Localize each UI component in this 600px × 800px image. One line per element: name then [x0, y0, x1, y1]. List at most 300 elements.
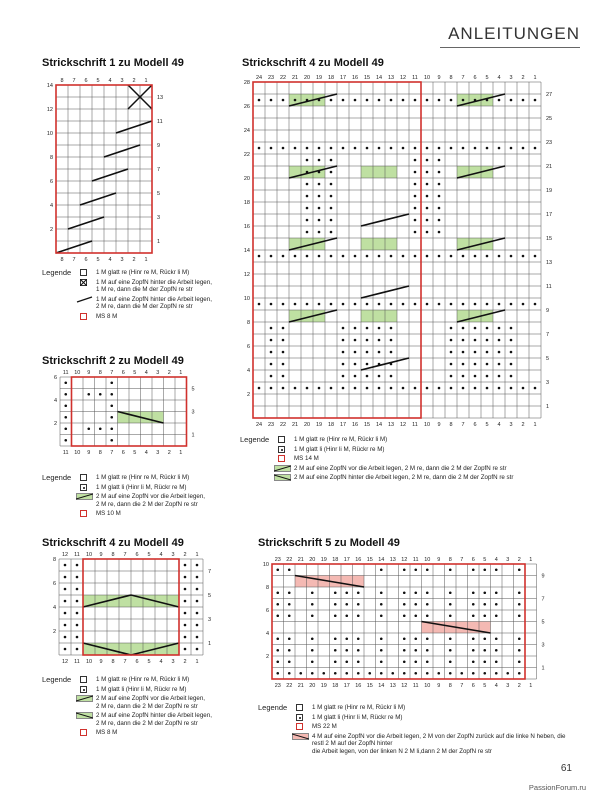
- purl-dot: [510, 255, 513, 258]
- purl-symbol: [274, 446, 291, 453]
- purl-dot: [510, 327, 513, 330]
- legend-head: Legende: [42, 473, 72, 482]
- purl-dot: [510, 351, 513, 354]
- purl-dot: [76, 576, 79, 579]
- purl-dot: [366, 327, 369, 330]
- column-number: 9: [437, 683, 441, 689]
- knit-symbol: [76, 676, 93, 683]
- legend-head: Legende: [240, 435, 270, 444]
- purl-dot: [345, 672, 348, 675]
- purl-dot: [345, 603, 348, 606]
- row-number-left: 16: [243, 224, 250, 230]
- purl-dot: [380, 672, 383, 675]
- column-number: 19: [315, 422, 323, 428]
- column-number: 3: [171, 659, 175, 665]
- knit-symbol: [292, 704, 309, 711]
- column-number: 2: [521, 75, 525, 81]
- column-number: 18: [327, 75, 335, 81]
- purl-dot: [403, 660, 406, 663]
- column-number: 9: [437, 75, 441, 81]
- legend-text: MS 8 M: [96, 729, 118, 736]
- purl-dot: [390, 303, 393, 306]
- purl-dot: [64, 416, 67, 419]
- legend-row: [258, 714, 568, 722]
- legend-row: [42, 269, 242, 277]
- purl-dot: [76, 636, 79, 639]
- column-number: 20: [309, 683, 316, 689]
- column-number: 6: [121, 370, 125, 376]
- row-number-left: 6: [52, 581, 56, 587]
- header-rule: [440, 47, 580, 48]
- column-number: 9: [437, 422, 441, 428]
- purl-dot: [414, 171, 417, 174]
- purl-dot: [402, 303, 405, 306]
- purl-dot: [64, 564, 67, 567]
- purl-dot: [270, 303, 273, 306]
- purl-dot: [354, 255, 357, 258]
- column-number: 16: [355, 683, 362, 689]
- purl-dot: [110, 393, 113, 396]
- legend-text: MS 22 M: [312, 723, 337, 730]
- column-number: 6: [84, 257, 88, 262]
- purl-dot: [354, 363, 357, 366]
- purl-dot: [366, 351, 369, 354]
- legend-row: [42, 484, 242, 492]
- purl-dot: [330, 171, 333, 174]
- row-number-right: 1: [546, 404, 550, 410]
- cable-back-symbol: [76, 712, 93, 719]
- row-number-right: 5: [157, 191, 161, 197]
- purl-dot: [438, 231, 441, 234]
- purl-dot: [76, 564, 79, 567]
- purl-dot: [311, 637, 314, 640]
- legend-row: [42, 279, 242, 294]
- purl-dot: [462, 147, 465, 150]
- purl-dot: [402, 255, 405, 258]
- row-number-left: 8: [52, 557, 56, 563]
- purl-dot: [282, 363, 285, 366]
- column-number: 2: [517, 557, 521, 563]
- purl-dot: [462, 303, 465, 306]
- row-number-right: 7: [157, 167, 161, 173]
- column-number: 11: [412, 422, 418, 428]
- row-number-right: 3: [546, 380, 550, 386]
- purl-dot: [518, 649, 521, 652]
- purl-dot: [450, 363, 453, 366]
- knit-symbol: [274, 436, 291, 443]
- purl-dot: [390, 375, 393, 378]
- purl-dot: [414, 568, 417, 571]
- purl-dot: [462, 387, 465, 390]
- purl-dot: [294, 147, 297, 150]
- purl-dot: [495, 637, 498, 640]
- column-number: 2: [183, 659, 187, 665]
- purl-dot: [294, 99, 297, 102]
- column-number: 1: [179, 450, 183, 456]
- column-number: 12: [399, 75, 407, 81]
- purl-dot: [306, 255, 309, 258]
- repeat-symbol: [292, 723, 309, 730]
- row-number-right: 3: [541, 642, 545, 649]
- legend-text: MS 10 M: [96, 510, 121, 517]
- purl-symbol: [76, 484, 93, 491]
- purl-dot: [76, 648, 79, 651]
- purl-dot: [282, 327, 285, 330]
- purl-dot: [483, 568, 486, 571]
- purl-dot: [426, 195, 429, 198]
- legend-text: 1 M auf eine ZopfN hinter die Arbeit legen, 2 M re, dann die M der ZopfN re str: [96, 295, 212, 310]
- purl-dot: [258, 255, 261, 258]
- purl-dot: [282, 303, 285, 306]
- purl-dot: [449, 660, 452, 663]
- row-number-right: 7: [541, 596, 545, 603]
- purl-dot: [64, 576, 67, 579]
- purl-dot: [426, 614, 429, 617]
- column-number: 2: [167, 450, 171, 456]
- purl-dot: [426, 568, 429, 571]
- purl-dot: [288, 568, 291, 571]
- purl-dot: [334, 614, 337, 617]
- repeat-symbol: [76, 510, 93, 517]
- purl-dot: [184, 648, 187, 651]
- column-number: 8: [111, 552, 115, 558]
- purl-dot: [414, 303, 417, 306]
- purl-dot: [510, 147, 513, 150]
- row-number-right: 19: [546, 188, 553, 194]
- chart-4-title: Strickschrift 4 zu Modell 49: [42, 537, 184, 549]
- row-number-left: 6: [265, 608, 269, 614]
- row-number-left: 10: [243, 296, 250, 302]
- legend-row: [42, 313, 242, 321]
- page-number: 61: [560, 763, 572, 774]
- purl-dot: [462, 375, 465, 378]
- purl-dot: [270, 387, 273, 390]
- column-number: 8: [60, 257, 64, 262]
- row-number-right: 1: [191, 432, 195, 439]
- column-number: 21: [297, 683, 304, 689]
- purl-dot: [184, 612, 187, 615]
- purl-dot: [414, 147, 417, 150]
- column-number: 10: [424, 557, 431, 563]
- legend-text: MS 8 M: [96, 312, 118, 320]
- column-number: 10: [424, 683, 431, 689]
- purl-dot: [380, 637, 383, 640]
- purl-dot: [380, 568, 383, 571]
- purl-dot: [342, 363, 345, 366]
- column-number: 6: [135, 659, 139, 665]
- column-number: 9: [87, 450, 91, 456]
- column-number: 4: [494, 557, 498, 563]
- purl-dot: [334, 591, 337, 594]
- purl-dot: [449, 637, 452, 640]
- purl-dot: [498, 339, 501, 342]
- purl-dot: [403, 637, 406, 640]
- column-number: 21: [291, 422, 299, 428]
- purl-dot: [483, 591, 486, 594]
- purl-dot: [402, 99, 405, 102]
- row-number-left: 2: [265, 654, 269, 660]
- cable-line: [68, 217, 104, 229]
- legend-row: [258, 733, 568, 756]
- chart-3-title: Strickschrift 4 zu Modell 49: [242, 57, 384, 69]
- chart-1-title: Strickschrift 1 zu Modell 49: [42, 57, 184, 69]
- column-number: 2: [521, 422, 525, 428]
- purl-dot: [522, 387, 525, 390]
- purl-dot: [449, 672, 452, 675]
- column-number: 19: [320, 557, 327, 563]
- row-number-left: 22: [243, 152, 250, 158]
- legend-row: [240, 446, 570, 454]
- purl-dot: [378, 327, 381, 330]
- purl-dot: [64, 404, 67, 407]
- purl-dot: [334, 649, 337, 652]
- purl-dot: [288, 614, 291, 617]
- purl-dot: [299, 672, 302, 675]
- purl-dot: [306, 195, 309, 198]
- column-number: 24: [255, 422, 263, 428]
- purl-dot: [414, 637, 417, 640]
- column-number: 17: [343, 683, 350, 689]
- purl-dot: [184, 588, 187, 591]
- purl-dot: [474, 147, 477, 150]
- legend-row: [42, 676, 242, 684]
- purl-dot: [495, 660, 498, 663]
- purl-dot: [426, 637, 429, 640]
- purl-dot: [510, 339, 513, 342]
- purl-dot: [294, 303, 297, 306]
- purl-dot: [184, 576, 187, 579]
- purl-dot: [472, 660, 475, 663]
- row-number-right: 11: [546, 284, 552, 290]
- row-number-right: 13: [157, 95, 164, 101]
- purl-dot: [366, 387, 369, 390]
- column-number: 12: [399, 422, 407, 428]
- chart-4-legend: [42, 676, 242, 739]
- column-number: 19: [315, 75, 323, 81]
- purl-dot: [460, 672, 463, 675]
- purl-dot: [380, 603, 383, 606]
- column-number: 11: [74, 552, 80, 558]
- purl-dot: [426, 387, 429, 390]
- column-number: 24: [255, 75, 263, 81]
- purl-dot: [522, 147, 525, 150]
- purl-dot: [449, 568, 452, 571]
- purl-dot: [282, 351, 285, 354]
- legend-text: 1 M glatt li (Hinr li M, Rückr re M): [96, 483, 187, 491]
- chart-5-legend: [258, 704, 568, 757]
- purl-dot: [76, 612, 79, 615]
- purl-dot: [282, 387, 285, 390]
- purl-dot: [342, 147, 345, 150]
- purl-dot: [258, 303, 261, 306]
- purl-dot: [426, 672, 429, 675]
- purl-dot: [426, 183, 429, 186]
- purl-dot: [306, 147, 309, 150]
- column-number: 3: [506, 557, 510, 563]
- legend-head: Legende: [42, 268, 72, 277]
- purl-dot: [486, 375, 489, 378]
- row-number-right: 23: [546, 140, 553, 146]
- row-number-left: 2: [52, 629, 56, 635]
- row-number-left: 24: [243, 128, 250, 134]
- purl-dot: [414, 614, 417, 617]
- column-number: 17: [339, 422, 347, 428]
- row-number-left: 20: [243, 176, 250, 182]
- purl-dot: [306, 159, 309, 162]
- column-number: 1: [144, 257, 148, 262]
- purl-dot: [196, 600, 199, 603]
- row-number-right: 1: [541, 665, 545, 672]
- purl-dot: [76, 600, 79, 603]
- column-number: 5: [96, 78, 100, 84]
- purl-dot: [483, 637, 486, 640]
- purl-dot: [311, 591, 314, 594]
- purl-dot: [426, 649, 429, 652]
- purl-dot: [357, 660, 360, 663]
- purl-dot: [366, 375, 369, 378]
- purl-dot: [196, 576, 199, 579]
- column-number: 7: [460, 683, 464, 689]
- column-number: 12: [61, 552, 69, 558]
- purl-dot: [330, 183, 333, 186]
- purl-dot: [438, 387, 441, 390]
- purl-dot: [426, 159, 429, 162]
- purl-dot: [311, 660, 314, 663]
- purl-dot: [474, 339, 477, 342]
- column-number: 18: [332, 683, 339, 689]
- cable-green-fill: [361, 310, 397, 322]
- purl-dot: [438, 219, 441, 222]
- column-number: 7: [72, 257, 76, 262]
- purl-dot: [342, 303, 345, 306]
- purl-dot: [354, 303, 357, 306]
- purl-dot: [390, 339, 393, 342]
- column-number: 11: [62, 370, 69, 376]
- purl-dot: [518, 591, 521, 594]
- row-number-right: 7: [546, 332, 550, 338]
- purl-dot: [318, 255, 321, 258]
- purl-dot: [495, 672, 498, 675]
- cable-front-symbol: [76, 493, 93, 500]
- column-number: 3: [509, 422, 513, 428]
- column-number: 5: [483, 557, 487, 563]
- row-number-left: 8: [246, 320, 250, 326]
- purl-dot: [498, 327, 501, 330]
- purl-dot: [498, 375, 501, 378]
- row-number-left: 4: [265, 631, 269, 637]
- purl-dot: [342, 255, 345, 258]
- row-number-right: 21: [546, 164, 553, 170]
- purl-dot: [472, 637, 475, 640]
- cable-line: [56, 241, 92, 253]
- row-number-left: 4: [246, 368, 250, 374]
- purl-dot: [306, 387, 309, 390]
- purl-dot: [534, 303, 537, 306]
- purl-dot: [510, 375, 513, 378]
- purl-dot: [196, 588, 199, 591]
- row-number-right: 3: [208, 617, 212, 623]
- purl-dot: [306, 231, 309, 234]
- column-number: 11: [412, 75, 418, 81]
- purl-dot: [522, 99, 525, 102]
- row-number-right: 5: [541, 619, 545, 626]
- purl-dot: [378, 255, 381, 258]
- purl-dot: [64, 624, 67, 627]
- column-number: 20: [303, 422, 311, 428]
- purl-dot: [450, 387, 453, 390]
- legend-text: 2 M auf eine ZopfN vor die Arbeit legen, 2 M re, dann die 2 M der ZopfN re str: [96, 695, 206, 710]
- purl-dot: [378, 351, 381, 354]
- purl-dot: [76, 624, 79, 627]
- column-number: 8: [448, 557, 452, 563]
- purl-dot: [438, 147, 441, 150]
- column-number: 11: [74, 659, 80, 665]
- row-number-right: 13: [546, 260, 553, 266]
- purl-dot: [403, 614, 406, 617]
- purl-dot: [506, 672, 509, 675]
- purl-dot: [414, 231, 417, 234]
- purl-dot: [391, 672, 394, 675]
- row-number-left: 2: [49, 227, 53, 233]
- purl-dot: [414, 183, 417, 186]
- purl-dot: [403, 591, 406, 594]
- purl-dot: [474, 327, 477, 330]
- purl-dot: [311, 603, 314, 606]
- purl-dot: [474, 255, 477, 258]
- column-number: 15: [366, 557, 373, 563]
- column-number: 7: [123, 552, 127, 558]
- column-number: 7: [110, 370, 114, 376]
- purl-dot: [294, 255, 297, 258]
- legend-text: 1 M glatt re (Hinr re M, Rückr li M): [96, 269, 190, 276]
- purl-dot: [342, 327, 345, 330]
- purl-dot: [426, 147, 429, 150]
- purl-dot: [483, 649, 486, 652]
- purl-dot: [438, 99, 441, 102]
- purl-dot: [450, 375, 453, 378]
- purl-dot: [486, 339, 489, 342]
- column-number: 17: [343, 557, 350, 563]
- purl-dot: [495, 591, 498, 594]
- purl-dot: [354, 375, 357, 378]
- row-number-left: 2: [246, 392, 250, 398]
- purl-dot: [270, 351, 273, 354]
- row-number-left: 18: [243, 200, 250, 206]
- purl-dot: [426, 207, 429, 210]
- legend-row: [42, 474, 242, 482]
- legend-row: [42, 296, 242, 311]
- cable-green-fill: [361, 238, 397, 250]
- column-number: 7: [461, 75, 465, 81]
- column-number: 8: [111, 659, 115, 665]
- purl-dot: [414, 387, 417, 390]
- purl-dot: [318, 159, 321, 162]
- purl-dot: [450, 303, 453, 306]
- purl-dot: [449, 591, 452, 594]
- purl-dot: [483, 660, 486, 663]
- purl-dot: [311, 649, 314, 652]
- column-number: 12: [401, 557, 408, 563]
- purl-symbol: [292, 714, 309, 721]
- purl-dot: [357, 649, 360, 652]
- purl-dot: [184, 636, 187, 639]
- purl-dot: [368, 672, 371, 675]
- row-number-right: 1: [157, 239, 161, 245]
- purl-dot: [449, 649, 452, 652]
- purl-dot: [510, 387, 513, 390]
- row-number-left: 26: [243, 104, 250, 110]
- purl-dot: [334, 660, 337, 663]
